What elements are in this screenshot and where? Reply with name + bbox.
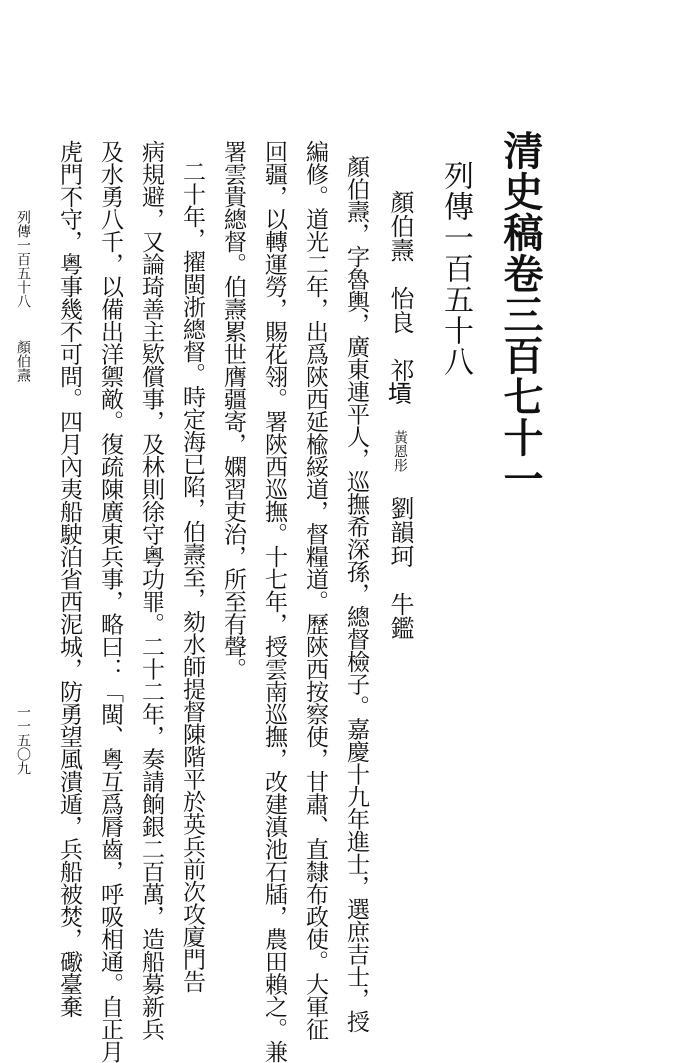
footer-name: 顏伯燾 bbox=[15, 340, 31, 382]
page-title: 清史稿卷三百七十一 bbox=[497, 130, 544, 499]
footer-page-number: 一一五〇九 bbox=[15, 705, 31, 775]
body-column-1: 顏伯燾，字魯輿，廣東連平人，巡撫希深孫，總督檢子。嘉慶十九年進士，選庶吉士，授 bbox=[343, 155, 369, 1033]
name-liu-yunke: 劉韻珂 bbox=[386, 496, 414, 568]
body-column-7: 及水勇八千，以備出洋禦敵。復疏陳廣東兵事，略曰：「閩、粵互爲脣齒，呼吸相通。自正月 bbox=[97, 140, 123, 1063]
body-column-8: 虎門不守，粵事幾不可問。四月內夷船駛泊省西泥城，防勇望風潰遁，兵船被焚，礮臺棄 bbox=[56, 140, 82, 1018]
biography-names bbox=[388, 190, 412, 640]
name-yan-botao: 顏伯燾 bbox=[386, 190, 414, 262]
body-column-3: 回疆，以轉運勞，賜花翎。署陝西巡撫。十七年，授雲南巡撫，改建滇池石牐，農田賴之。兼 bbox=[261, 140, 287, 1063]
body-column-6: 病規避，又論琦善主欵償事，及林則徐守粵功罪。二十二年，奏請餉銀二百萬，造船募新兵 bbox=[138, 140, 164, 1040]
name-niu-jian: 牛鑑 bbox=[386, 592, 414, 640]
body-column-2: 編修。道光二年，出爲陝西延楡綏道，督糧道。歷陝西按察使，甘肅、直隸布政使。大軍征 bbox=[302, 140, 328, 1040]
body-column-4: 署雲貴總督。伯燾累世膺疆寄，嫻習吏治，所至有聲。 bbox=[220, 140, 246, 680]
name-qi-gong: 祁𡎴 bbox=[386, 358, 414, 406]
name-yi-liang: 怡良 bbox=[386, 286, 414, 334]
name-annotation-huang-entong: 黃恩彤 bbox=[392, 430, 408, 472]
chapter-subtitle: 列傳一百五十八 bbox=[438, 160, 473, 377]
body-column-5: 二十年，擢閩浙總督。時定海已陷，伯燾至，劾水師提督陳階平於英兵前次攻廈門告 bbox=[179, 160, 205, 993]
footer-chapter: 列傳一百五十八 bbox=[15, 210, 31, 308]
